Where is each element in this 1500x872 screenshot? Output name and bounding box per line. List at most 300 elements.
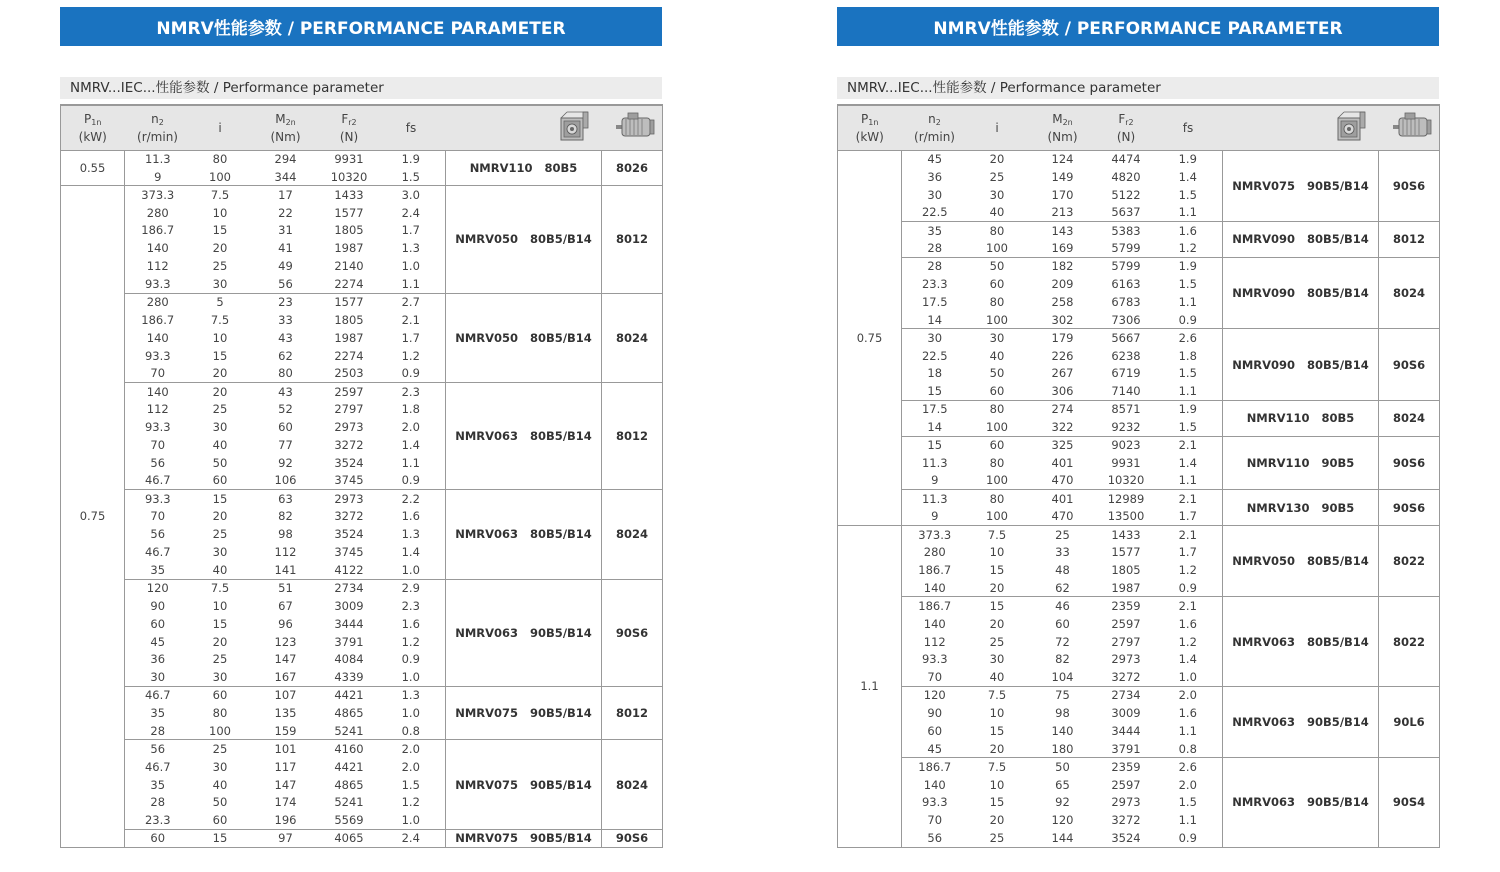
table-row (838, 257, 1440, 275)
speed-cell: 15 (927, 384, 943, 399)
radial-load-cell: 5799 (1099, 257, 1154, 275)
ratio-cell: 15 (989, 563, 1005, 578)
service-factor-cell: 2.0 (377, 740, 446, 758)
ratio-header: i (968, 105, 1027, 150)
radial-load-cell: 7140 (1111, 384, 1141, 399)
service-factor-cell: 0.9 (377, 472, 446, 490)
table-row (838, 597, 1440, 615)
speed-cell: 280 (923, 545, 946, 560)
radial-load-cell: 9931 (322, 150, 377, 168)
ratio-cell: 20 (989, 813, 1005, 828)
service-factor-cell: 2.1 (1154, 525, 1223, 543)
speed-cell: 46.7 (144, 759, 171, 774)
speed-cell: 70 (150, 437, 166, 452)
radial-load-cell: 1577 (334, 205, 364, 220)
speed-cell: 9 (154, 169, 162, 184)
ratio-cell: 80 (968, 222, 1027, 240)
radial-load-cell: 4474 (1099, 150, 1154, 168)
speed-cell: 30 (150, 670, 166, 685)
ratio-cell: 10 (212, 330, 228, 345)
table-row (838, 686, 1440, 704)
radial-load-cell: 9023 (1099, 436, 1154, 454)
torque-cell: 401 (1027, 490, 1099, 508)
table-row (838, 222, 1440, 240)
ratio-cell: 50 (989, 366, 1005, 381)
speed-cell: 140 (923, 616, 946, 631)
model-cell: NMRV075 90B5/B14 (446, 686, 602, 740)
radial-load-cell: 9931 (1111, 455, 1141, 470)
speed-cell: 60 (150, 616, 166, 631)
speed-cell: 112 (146, 402, 169, 417)
torque-cell: 56 (278, 276, 293, 291)
radial-load-cell: 3272 (1111, 670, 1141, 685)
service-factor-cell: 1.0 (377, 668, 446, 686)
table-row (838, 490, 1440, 508)
speed-cell: 140 (923, 777, 946, 792)
torque-cell: 60 (1055, 616, 1070, 631)
service-factor-cell: 1.4 (1154, 168, 1223, 186)
speed-cell: 280 (125, 293, 191, 311)
torque-cell: 123 (274, 634, 297, 649)
speed-cell: 112 (146, 259, 169, 274)
speed-cell: 46.7 (144, 473, 171, 488)
radial-load-cell: 2140 (334, 259, 364, 274)
model-cell: NMRV075 90B5/B14 (1223, 150, 1379, 222)
ratio-cell: 7.5 (968, 758, 1027, 776)
service-factor-cell: 1.0 (1154, 668, 1223, 686)
service-factor-cell: 1.5 (377, 776, 446, 794)
speed-cell: 70 (927, 670, 943, 685)
ratio-cell: 10 (989, 706, 1005, 721)
model-cell: NMRV050 80B5/B14 (1223, 525, 1379, 597)
ratio-cell: 60 (989, 384, 1005, 399)
motor-code-cell: 8012 (1379, 222, 1440, 258)
service-factor-cell: 2.7 (377, 293, 446, 311)
speed-cell: 60 (927, 723, 943, 738)
radial-load-cell: 5637 (1111, 205, 1141, 220)
speed-cell: 30 (902, 329, 968, 347)
model-cell: NMRV110 80B5 (446, 150, 602, 186)
page-banner: NMRV性能参数 / PERFORMANCE PARAMETER (837, 7, 1439, 46)
ratio-cell: 20 (191, 382, 250, 400)
service-factor-cell: 1.2 (1154, 239, 1223, 257)
speed-cell: 140 (146, 330, 169, 345)
speed-cell: 56 (150, 527, 166, 542)
speed-cell: 35 (150, 706, 166, 721)
torque-cell: 33 (278, 312, 293, 327)
torque-cell: 46 (1027, 597, 1099, 615)
torque-cell: 169 (1051, 241, 1074, 256)
motor-code-cell: 8024 (602, 490, 663, 579)
service-factor-cell: 0.9 (377, 651, 446, 669)
torque-cell: 258 (1051, 294, 1074, 309)
ratio-cell: 30 (989, 187, 1005, 202)
ratio-cell: 20 (989, 580, 1005, 595)
radial-load-cell: 5241 (334, 723, 364, 738)
service-factor-cell: 1.4 (377, 543, 446, 561)
speed-cell: 186.7 (902, 758, 968, 776)
torque-cell: 182 (1027, 257, 1099, 275)
ratio-cell: 60 (212, 813, 228, 828)
table-subtitle: NMRV...IEC...性能参数 / Performance parameter (837, 77, 1439, 99)
table-row (61, 829, 663, 847)
service-factor-cell: 1.1 (1154, 204, 1223, 222)
ratio-cell: 20 (212, 634, 228, 649)
radial-load-cell: 3524 (334, 527, 364, 542)
radial-load-cell: 3444 (1111, 723, 1141, 738)
ratio-cell: 10 (989, 545, 1005, 560)
ratio-cell: 100 (986, 473, 1008, 488)
torque-cell: 92 (1055, 795, 1070, 810)
service-factor-cell: 2.4 (377, 829, 446, 847)
service-factor-cell: 0.8 (1154, 740, 1223, 758)
motor-code-cell: 90L6 (1379, 686, 1440, 758)
service-factor-cell: 1.8 (1154, 347, 1223, 365)
torque-cell: 101 (250, 740, 322, 758)
radial-load-cell: 4865 (334, 777, 364, 792)
speed-cell: 18 (927, 366, 943, 381)
radial-load-cell: 1433 (322, 186, 377, 204)
motor-code-cell: 8024 (602, 293, 663, 382)
radial-load-cell: 1577 (1111, 545, 1141, 560)
torque-cell: 135 (274, 706, 297, 721)
torque-cell: 147 (274, 777, 297, 792)
service-factor-cell: 1.9 (1154, 400, 1223, 418)
speed-cell: 23.3 (144, 813, 171, 828)
model-cell: NMRV050 80B5/B14 (446, 293, 602, 382)
ratio-cell: 30 (968, 329, 1027, 347)
radial-load-header: $F_{r2}$ (N) (1099, 105, 1154, 150)
service-factor-cell: 2.4 (377, 204, 446, 222)
radial-load-cell: 4084 (334, 652, 364, 667)
torque-cell: 294 (250, 150, 322, 168)
ratio-cell: 15 (989, 723, 1005, 738)
torque-cell: 226 (1051, 348, 1074, 363)
table-row (61, 490, 663, 508)
torque-cell: 17 (250, 186, 322, 204)
speed-cell: 15 (902, 436, 968, 454)
torque-cell: 344 (274, 169, 297, 184)
ratio-cell: 100 (986, 419, 1008, 434)
speed-cell: 93.3 (125, 490, 191, 508)
service-factor-cell: 2.6 (1154, 758, 1223, 776)
radial-load-cell: 3791 (1111, 741, 1141, 756)
ratio-cell: 50 (968, 257, 1027, 275)
motor-code-cell: 90S6 (1379, 150, 1440, 222)
speed-cell: 30 (927, 187, 943, 202)
motor-code-cell: 8024 (602, 740, 663, 829)
ratio-cell: 20 (989, 616, 1005, 631)
gearbox-icon (558, 109, 592, 143)
torque-cell: 41 (278, 241, 293, 256)
ratio-cell: 60 (191, 686, 250, 704)
radial-load-cell: 7306 (1111, 312, 1141, 327)
speed-cell: 11.3 (921, 455, 948, 470)
ratio-cell: 7.5 (968, 686, 1027, 704)
service-factor-cell: 1.1 (1154, 811, 1223, 829)
torque-cell: 97 (250, 829, 322, 847)
table-row (838, 400, 1440, 418)
service-factor-header: fs (1154, 105, 1223, 150)
speed-cell: 90 (927, 706, 943, 721)
speed-cell: 22.5 (921, 348, 948, 363)
speed-cell: 186.7 (918, 563, 952, 578)
radial-load-cell: 4065 (322, 829, 377, 847)
torque-cell: 25 (1027, 525, 1099, 543)
radial-load-cell: 3272 (1111, 813, 1141, 828)
model-cell: NMRV090 80B5/B14 (1223, 329, 1379, 401)
service-factor-cell: 0.9 (1154, 311, 1223, 329)
service-factor-cell: 1.8 (377, 400, 446, 418)
ratio-cell: 20 (212, 241, 228, 256)
torque-cell: 104 (1051, 670, 1074, 685)
ratio-cell: 60 (968, 436, 1027, 454)
torque-cell: 322 (1051, 419, 1074, 434)
ratio-cell: 30 (212, 759, 228, 774)
radial-load-cell: 3272 (334, 509, 364, 524)
speed-cell: 70 (927, 813, 943, 828)
ratio-cell: 10 (212, 205, 228, 220)
speed-cell: 45 (927, 741, 943, 756)
service-factor-cell: 1.4 (377, 436, 446, 454)
torque-cell: 98 (278, 527, 293, 542)
torque-cell: 401 (1051, 455, 1074, 470)
speed-cell: 140 (146, 241, 169, 256)
radial-load-cell: 3745 (334, 473, 364, 488)
radial-load-cell: 4122 (334, 562, 364, 577)
torque-cell: 147 (274, 652, 297, 667)
speed-cell: 36 (927, 169, 943, 184)
radial-load-cell: 2973 (1111, 795, 1141, 810)
torque-cell: 196 (274, 813, 297, 828)
performance-table (60, 104, 663, 848)
torque-cell: 180 (1051, 741, 1074, 756)
ratio-header: i (191, 105, 250, 150)
ratio-cell: 20 (968, 150, 1027, 168)
model-cell: NMRV130 90B5 (1223, 490, 1379, 526)
ratio-cell: 10 (212, 598, 228, 613)
table-row (838, 150, 1440, 168)
service-factor-cell: 1.6 (377, 615, 446, 633)
speed-cell: 35 (150, 562, 166, 577)
speed-cell: 56 (150, 455, 166, 470)
ratio-cell: 25 (212, 527, 228, 542)
service-factor-cell: 2.9 (377, 579, 446, 597)
speed-cell: 140 (125, 382, 191, 400)
model-cell: NMRV110 80B5 (1223, 400, 1379, 436)
ratio-cell: 60 (989, 277, 1005, 292)
torque-cell: 167 (274, 670, 297, 685)
torque-cell: 302 (1051, 312, 1074, 327)
service-factor-cell: 1.5 (1154, 275, 1223, 293)
service-factor-cell: 1.0 (377, 257, 446, 275)
service-factor-cell: 0.9 (1154, 829, 1223, 847)
speed-cell: 35 (150, 777, 166, 792)
speed-cell: 280 (146, 205, 169, 220)
torque-cell: 82 (278, 509, 293, 524)
service-factor-cell: 2.1 (1154, 490, 1223, 508)
ratio-cell: 15 (968, 597, 1027, 615)
ratio-cell: 7.5 (210, 312, 230, 327)
radial-load-cell: 2503 (334, 366, 364, 381)
torque-cell: 144 (1027, 829, 1099, 847)
speed-cell: 14 (927, 312, 943, 327)
motor-icon (1391, 111, 1433, 141)
torque-cell: 117 (274, 759, 297, 774)
radial-load-cell: 4160 (322, 740, 377, 758)
ratio-cell: 80 (989, 294, 1005, 309)
speed-cell: 140 (923, 580, 946, 595)
table-row (838, 436, 1440, 454)
torque-cell: 65 (1055, 777, 1070, 792)
speed-cell: 93.3 (144, 420, 171, 435)
speed-cell: 93.3 (921, 652, 948, 667)
radial-load-cell: 3009 (334, 598, 364, 613)
torque-cell: 107 (250, 686, 322, 704)
torque-cell: 72 (1055, 634, 1070, 649)
service-factor-cell: 1.5 (1154, 418, 1223, 436)
speed-cell: 93.3 (144, 276, 171, 291)
service-factor-header: fs (377, 105, 446, 150)
speed-header: $n_2$ (r/min) (125, 105, 191, 150)
gearbox-header (1223, 105, 1379, 150)
torque-cell: 112 (274, 545, 297, 560)
speed-header: $n_2$ (r/min) (902, 105, 968, 150)
ratio-cell: 100 (986, 312, 1008, 327)
service-factor-cell: 2.1 (377, 311, 446, 329)
speed-cell: 120 (902, 686, 968, 704)
service-factor-cell: 1.5 (1154, 365, 1223, 383)
radial-load-cell: 10320 (330, 169, 368, 184)
speed-cell: 60 (125, 829, 191, 847)
torque-cell: 43 (278, 330, 293, 345)
motor-code-cell: 8022 (1379, 597, 1440, 686)
torque-cell: 80 (278, 366, 293, 381)
speed-cell: 186.7 (902, 597, 968, 615)
radial-load-cell: 3745 (334, 545, 364, 560)
radial-load-cell: 2359 (1099, 597, 1154, 615)
service-factor-cell: 1.1 (377, 275, 446, 293)
ratio-cell: 30 (989, 652, 1005, 667)
speed-cell: 28 (902, 257, 968, 275)
ratio-cell: 80 (989, 455, 1005, 470)
radial-load-cell: 2274 (334, 276, 364, 291)
service-factor-cell: 1.4 (1154, 651, 1223, 669)
motor-header (1379, 105, 1440, 150)
radial-load-cell: 3272 (334, 437, 364, 452)
speed-cell: 186.7 (141, 223, 175, 238)
motor-code-cell: 90S4 (1379, 758, 1440, 847)
service-factor-cell: 0.8 (377, 722, 446, 740)
radial-load-cell: 1805 (334, 312, 364, 327)
ratio-cell: 30 (212, 276, 228, 291)
torque-cell: 124 (1027, 150, 1099, 168)
service-factor-cell: 1.5 (1154, 186, 1223, 204)
radial-load-cell: 10320 (1107, 473, 1145, 488)
torque-cell: 31 (278, 223, 293, 238)
ratio-cell: 25 (989, 634, 1005, 649)
speed-cell: 56 (902, 829, 968, 847)
speed-cell: 28 (150, 795, 166, 810)
speed-cell: 70 (150, 366, 166, 381)
ratio-cell: 15 (989, 795, 1005, 810)
radial-load-cell: 6238 (1111, 348, 1141, 363)
ratio-cell: 25 (212, 259, 228, 274)
radial-load-cell: 2797 (334, 402, 364, 417)
ratio-cell: 25 (191, 740, 250, 758)
ratio-cell: 40 (989, 205, 1005, 220)
service-factor-cell: 0.9 (1154, 579, 1223, 597)
service-factor-cell: 2.1 (1154, 436, 1223, 454)
table-row (838, 329, 1440, 347)
motor-code-cell: 8022 (1379, 525, 1440, 597)
service-factor-cell: 1.2 (377, 633, 446, 651)
model-cell: NMRV050 80B5/B14 (446, 186, 602, 293)
service-factor-cell: 1.1 (1154, 293, 1223, 311)
table-row (61, 686, 663, 704)
model-cell: NMRV090 80B5/B14 (1223, 257, 1379, 329)
ratio-cell: 7.5 (968, 525, 1027, 543)
motor-code-cell: 90S6 (602, 829, 663, 847)
radial-load-cell: 2797 (1111, 634, 1141, 649)
radial-load-cell: 2274 (334, 348, 364, 363)
table-row (61, 186, 663, 204)
radial-load-cell: 2734 (322, 579, 377, 597)
torque-cell: 470 (1051, 509, 1074, 524)
service-factor-cell: 2.1 (1154, 597, 1223, 615)
ratio-cell: 40 (212, 562, 228, 577)
torque-cell: 48 (1055, 563, 1070, 578)
motor-icon (614, 111, 656, 141)
model-cell: NMRV063 80B5/B14 (446, 382, 602, 489)
service-factor-cell: 2.3 (377, 382, 446, 400)
ratio-cell: 20 (212, 509, 228, 524)
torque-cell: 75 (1027, 686, 1099, 704)
torque-cell: 306 (1051, 384, 1074, 399)
torque-cell: 179 (1027, 329, 1099, 347)
table-row (61, 150, 663, 168)
radial-load-cell: 1987 (334, 330, 364, 345)
motor-code-cell: 8024 (1379, 400, 1440, 436)
radial-load-cell: 2734 (1099, 686, 1154, 704)
ratio-cell: 15 (191, 490, 250, 508)
radial-load-cell: 3009 (1111, 706, 1141, 721)
speed-cell: 28 (150, 723, 166, 738)
torque-cell: 62 (278, 348, 293, 363)
radial-load-cell: 2973 (322, 490, 377, 508)
torque-cell: 63 (250, 490, 322, 508)
torque-cell: 98 (1055, 706, 1070, 721)
radial-load-cell: 4339 (334, 670, 364, 685)
radial-load-cell: 4820 (1111, 169, 1141, 184)
service-factor-cell: 1.1 (1154, 472, 1223, 490)
service-factor-cell: 2.0 (1154, 776, 1223, 794)
service-factor-cell: 1.5 (1154, 794, 1223, 812)
motor-code-cell: 8012 (602, 186, 663, 293)
ratio-cell: 60 (212, 473, 228, 488)
radial-load-cell: 5799 (1111, 241, 1141, 256)
ratio-cell: 25 (968, 829, 1027, 847)
ratio-cell: 100 (986, 509, 1008, 524)
model-cell: NMRV063 80B5/B14 (1223, 597, 1379, 686)
ratio-cell: 30 (212, 420, 228, 435)
torque-cell: 62 (1055, 580, 1070, 595)
speed-cell: 45 (150, 634, 166, 649)
radial-load-cell: 2359 (1099, 758, 1154, 776)
radial-load-cell: 9232 (1111, 419, 1141, 434)
radial-load-cell: 2973 (1111, 652, 1141, 667)
service-factor-cell: 1.2 (377, 347, 446, 365)
